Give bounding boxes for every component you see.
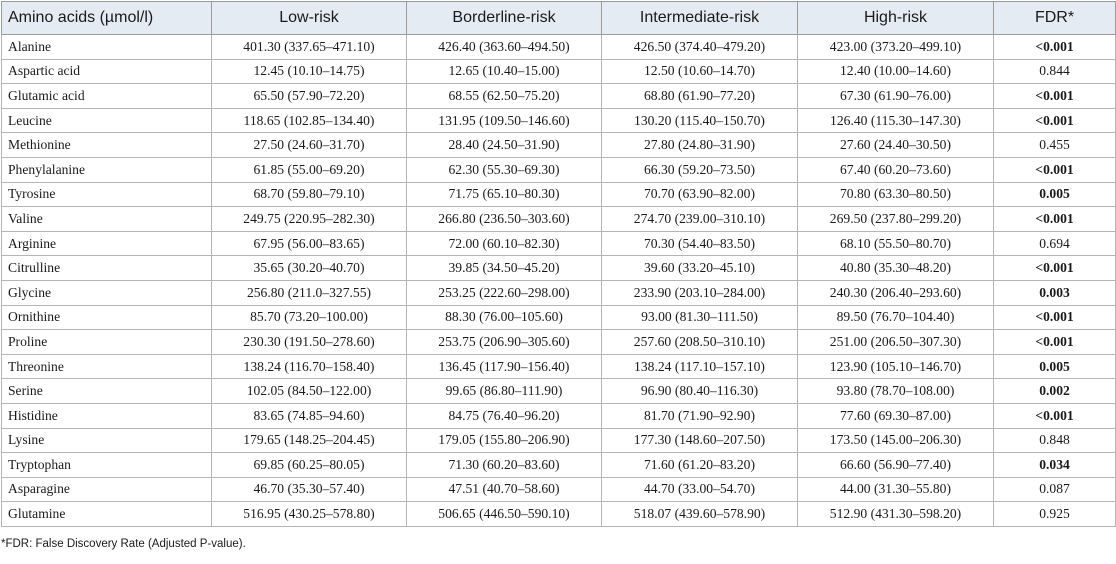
table-row [2,453,1116,478]
cell-intermediate-risk: 71.60 (61.20–83.20) [602,453,798,478]
cell-high-risk: 240.30 (206.40–293.60) [798,280,994,305]
cell-low-risk: 35.65 (30.20–40.70) [212,256,407,281]
cell-amino-acid: Ornithine [2,305,212,330]
cell-borderline-risk: 62.30 (55.30–69.30) [407,157,602,182]
cell-amino-acid: Glutamine [2,502,212,527]
cell-intermediate-risk: 93.00 (81.30–111.50) [602,305,798,330]
cell-borderline-risk: 179.05 (155.80–206.90) [407,428,602,453]
cell-fdr: 0.848 [994,428,1116,453]
cell-intermediate-risk: 233.90 (203.10–284.00) [602,280,798,305]
cell-borderline-risk: 12.65 (10.40–15.00) [407,59,602,84]
amino-acid-table [1,1,1116,527]
cell-amino-acid: Alanine [2,35,212,60]
cell-high-risk: 173.50 (145.00–206.30) [798,428,994,453]
table-body [2,35,1116,527]
table-row [2,305,1116,330]
table-row [2,84,1116,109]
cell-amino-acid: Glutamic acid [2,84,212,109]
table-row [2,256,1116,281]
table-row [2,428,1116,453]
table-row [2,330,1116,355]
cell-borderline-risk: 84.75 (76.40–96.20) [407,403,602,428]
cell-amino-acid: Tryptophan [2,453,212,478]
cell-borderline-risk: 253.25 (222.60–298.00) [407,280,602,305]
cell-amino-acid: Lysine [2,428,212,453]
cell-fdr: <0.001 [994,108,1116,133]
cell-amino-acid: Methionine [2,133,212,158]
cell-fdr: 0.925 [994,502,1116,527]
cell-borderline-risk: 71.30 (60.20–83.60) [407,453,602,478]
cell-low-risk: 102.05 (84.50–122.00) [212,379,407,404]
cell-high-risk: 44.00 (31.30–55.80) [798,477,994,502]
cell-fdr: <0.001 [994,305,1116,330]
cell-borderline-risk: 88.30 (76.00–105.60) [407,305,602,330]
header-intermediate-risk: Intermediate-risk [602,2,798,35]
table-row [2,280,1116,305]
cell-fdr: 0.844 [994,59,1116,84]
table-row [2,231,1116,256]
table-row [2,182,1116,207]
cell-high-risk: 251.00 (206.50–307.30) [798,330,994,355]
table-row [2,133,1116,158]
cell-intermediate-risk: 257.60 (208.50–310.10) [602,330,798,355]
table-row [2,108,1116,133]
cell-amino-acid: Aspartic acid [2,59,212,84]
table-row [2,502,1116,527]
table-row [2,207,1116,232]
table-footnote: *FDR: False Discovery Rate (Adjusted P-value). [1,538,246,550]
cell-borderline-risk: 426.40 (363.60–494.50) [407,35,602,60]
cell-low-risk: 179.65 (148.25–204.45) [212,428,407,453]
table-row [2,403,1116,428]
header-row [2,2,1116,35]
cell-intermediate-risk: 12.50 (10.60–14.70) [602,59,798,84]
cell-fdr: <0.001 [994,330,1116,355]
data-table-container [1,1,1115,527]
cell-low-risk: 12.45 (10.10–14.75) [212,59,407,84]
cell-intermediate-risk: 96.90 (80.40–116.30) [602,379,798,404]
cell-intermediate-risk: 274.70 (239.00–310.10) [602,207,798,232]
cell-high-risk: 68.10 (55.50–80.70) [798,231,994,256]
cell-intermediate-risk: 70.70 (63.90–82.00) [602,182,798,207]
cell-high-risk: 66.60 (56.90–77.40) [798,453,994,478]
cell-borderline-risk: 71.75 (65.10–80.30) [407,182,602,207]
cell-borderline-risk: 39.85 (34.50–45.20) [407,256,602,281]
cell-low-risk: 249.75 (220.95–282.30) [212,207,407,232]
cell-intermediate-risk: 518.07 (439.60–578.90) [602,502,798,527]
cell-borderline-risk: 28.40 (24.50–31.90) [407,133,602,158]
table-row [2,379,1116,404]
cell-fdr: <0.001 [994,256,1116,281]
table-row [2,477,1116,502]
cell-fdr: 0.034 [994,453,1116,478]
cell-intermediate-risk: 39.60 (33.20–45.10) [602,256,798,281]
header-amino-acids: Amino acids (µmol/l) [2,2,212,35]
cell-amino-acid: Asparagine [2,477,212,502]
cell-intermediate-risk: 138.24 (117.10–157.10) [602,354,798,379]
cell-low-risk: 401.30 (337.65–471.10) [212,35,407,60]
cell-high-risk: 512.90 (431.30–598.20) [798,502,994,527]
cell-borderline-risk: 131.95 (109.50–146.60) [407,108,602,133]
cell-amino-acid: Arginine [2,231,212,256]
cell-intermediate-risk: 27.80 (24.80–31.90) [602,133,798,158]
cell-fdr: 0.005 [994,354,1116,379]
cell-intermediate-risk: 68.80 (61.90–77.20) [602,84,798,109]
cell-fdr: 0.002 [994,379,1116,404]
cell-low-risk: 138.24 (116.70–158.40) [212,354,407,379]
cell-intermediate-risk: 426.50 (374.40–479.20) [602,35,798,60]
cell-low-risk: 68.70 (59.80–79.10) [212,182,407,207]
cell-fdr: <0.001 [994,207,1116,232]
cell-high-risk: 423.00 (373.20–499.10) [798,35,994,60]
table-row [2,35,1116,60]
cell-high-risk: 269.50 (237.80–299.20) [798,207,994,232]
cell-amino-acid: Valine [2,207,212,232]
cell-fdr: 0.005 [994,182,1116,207]
cell-fdr: 0.694 [994,231,1116,256]
cell-low-risk: 256.80 (211.0–327.55) [212,280,407,305]
cell-low-risk: 65.50 (57.90–72.20) [212,84,407,109]
cell-low-risk: 83.65 (74.85–94.60) [212,403,407,428]
table-header [2,2,1116,35]
cell-low-risk: 61.85 (55.00–69.20) [212,157,407,182]
cell-amino-acid: Glycine [2,280,212,305]
cell-low-risk: 85.70 (73.20–100.00) [212,305,407,330]
cell-high-risk: 67.30 (61.90–76.00) [798,84,994,109]
cell-borderline-risk: 266.80 (236.50–303.60) [407,207,602,232]
header-high-risk: High-risk [798,2,994,35]
header-low-risk: Low-risk [212,2,407,35]
cell-borderline-risk: 68.55 (62.50–75.20) [407,84,602,109]
cell-amino-acid: Leucine [2,108,212,133]
cell-intermediate-risk: 70.30 (54.40–83.50) [602,231,798,256]
cell-amino-acid: Serine [2,379,212,404]
cell-intermediate-risk: 81.70 (71.90–92.90) [602,403,798,428]
cell-high-risk: 89.50 (76.70–104.40) [798,305,994,330]
cell-high-risk: 70.80 (63.30–80.50) [798,182,994,207]
cell-high-risk: 27.60 (24.40–30.50) [798,133,994,158]
header-fdr: FDR* [994,2,1116,35]
cell-high-risk: 126.40 (115.30–147.30) [798,108,994,133]
cell-fdr: 0.087 [994,477,1116,502]
cell-amino-acid: Tyrosine [2,182,212,207]
cell-high-risk: 93.80 (78.70–108.00) [798,379,994,404]
cell-high-risk: 12.40 (10.00–14.60) [798,59,994,84]
cell-high-risk: 40.80 (35.30–48.20) [798,256,994,281]
table-row [2,157,1116,182]
cell-intermediate-risk: 130.20 (115.40–150.70) [602,108,798,133]
table-row [2,59,1116,84]
cell-amino-acid: Citrulline [2,256,212,281]
cell-amino-acid: Threonine [2,354,212,379]
cell-low-risk: 118.65 (102.85–134.40) [212,108,407,133]
cell-low-risk: 230.30 (191.50–278.60) [212,330,407,355]
cell-borderline-risk: 47.51 (40.70–58.60) [407,477,602,502]
cell-low-risk: 46.70 (35.30–57.40) [212,477,407,502]
cell-borderline-risk: 99.65 (86.80–111.90) [407,379,602,404]
cell-high-risk: 67.40 (60.20–73.60) [798,157,994,182]
cell-intermediate-risk: 177.30 (148.60–207.50) [602,428,798,453]
cell-borderline-risk: 136.45 (117.90–156.40) [407,354,602,379]
cell-borderline-risk: 253.75 (206.90–305.60) [407,330,602,355]
cell-high-risk: 77.60 (69.30–87.00) [798,403,994,428]
table-row [2,354,1116,379]
cell-amino-acid: Phenylalanine [2,157,212,182]
header-borderline-risk: Borderline-risk [407,2,602,35]
cell-low-risk: 69.85 (60.25–80.05) [212,453,407,478]
cell-borderline-risk: 506.65 (446.50–590.10) [407,502,602,527]
cell-low-risk: 67.95 (56.00–83.65) [212,231,407,256]
cell-fdr: 0.455 [994,133,1116,158]
cell-intermediate-risk: 44.70 (33.00–54.70) [602,477,798,502]
cell-fdr: <0.001 [994,35,1116,60]
cell-fdr: <0.001 [994,157,1116,182]
cell-low-risk: 27.50 (24.60–31.70) [212,133,407,158]
cell-fdr: 0.003 [994,280,1116,305]
cell-fdr: <0.001 [994,403,1116,428]
cell-borderline-risk: 72.00 (60.10–82.30) [407,231,602,256]
cell-amino-acid: Histidine [2,403,212,428]
cell-amino-acid: Proline [2,330,212,355]
cell-fdr: <0.001 [994,84,1116,109]
cell-low-risk: 516.95 (430.25–578.80) [212,502,407,527]
cell-high-risk: 123.90 (105.10–146.70) [798,354,994,379]
cell-intermediate-risk: 66.30 (59.20–73.50) [602,157,798,182]
